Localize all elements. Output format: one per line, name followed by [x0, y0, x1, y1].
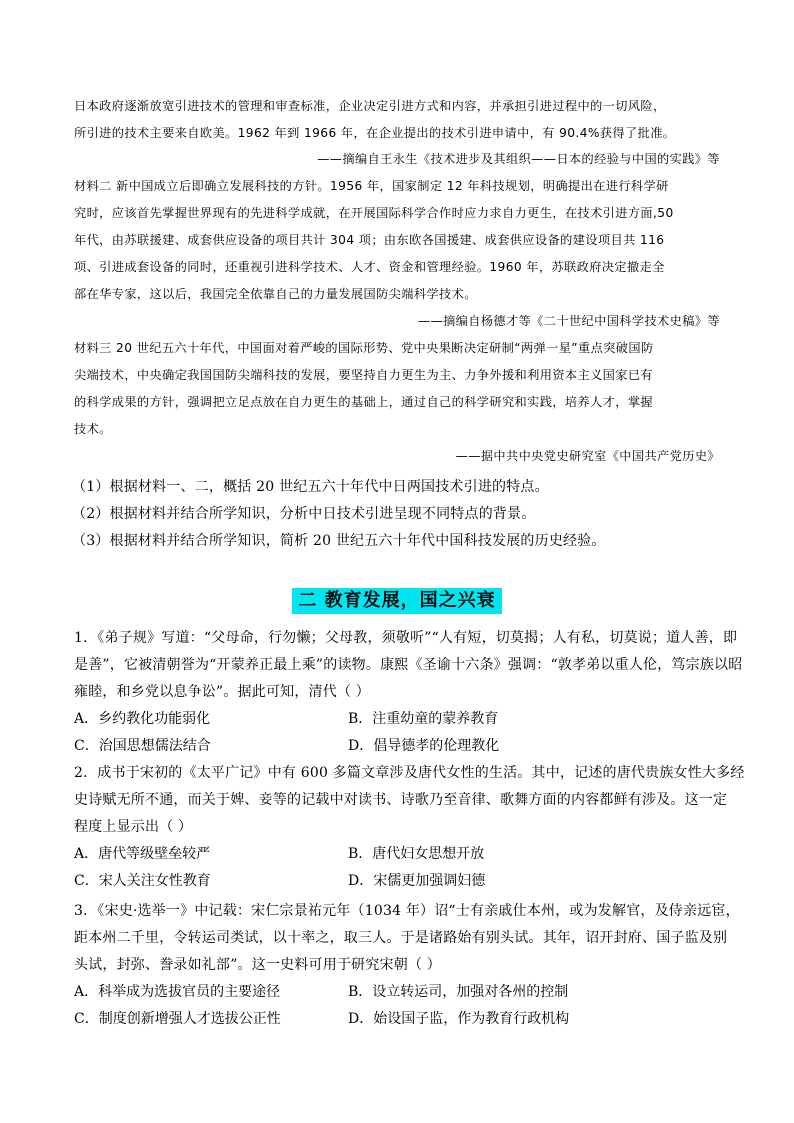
question-stem: 距本州二千里，令转运司类试，以十率之，取三人。于是诸路始有别头试。其年，诏开封府、国子监及别 — [74, 930, 728, 946]
option-d[interactable]: D．倡导德孝的伦理教化 — [348, 738, 500, 754]
question-stem: 头试，封弥、誊录如礼部”。这一史料可用于研究宋朝（ ） — [74, 957, 442, 973]
question-stem: 3．《宋史·选举一》中记载：宋仁宗景祐元年（1034 年）诏“士有亲戚仕本州，或为发解官，及侍亲远宦， — [74, 903, 740, 919]
option-b[interactable]: B．设立转运司，加强对各州的控制 — [348, 984, 569, 1000]
option-a[interactable]: A．唐代等级壁垒较严 — [74, 846, 211, 862]
material-line: 材料二 新中国成立后即确立发展科技的方针。1956 年，国家制定 12 年科技规划，明确提出在进行科学研 — [74, 179, 669, 193]
material-source: ——据中共中央党史研究室《中国共产党历史》 — [455, 449, 720, 463]
option-b[interactable]: B．注重幼童的蒙养教育 — [348, 711, 499, 727]
material-line: 究时，应该首先掌握世界现有的先进科学成就，在开展国际科学合作时应力求自力更生，在技术引进方面,50 — [74, 206, 674, 220]
material-line: 项、引进成套设备的同时，还重视引进科学技术、人才、资金和管理经验。1960 年，苏联政府决定撤走全 — [74, 260, 665, 274]
option-d[interactable]: D．始设国子监，作为教育行政机构 — [348, 1011, 570, 1027]
material-line: 尖端技术，中央确定我国国防尖端科技的发展，要坚持自力更生为主、力争外援和利用资本主义国家已有 — [74, 368, 654, 382]
material-source: ——摘编自杨德才等《二十世纪中国科学技术史稿》等 — [417, 314, 720, 328]
sub-question: （3）根据材料并结合所学知识，简析 20 世纪五六十年代中国科技发展的历史经验。 — [72, 533, 606, 549]
material-line: 部在华专家，这以后，我国完全依靠自己的力量发展国防尖端科学技术。 — [74, 287, 477, 301]
material-line: 年代，由苏联援建、成套供应设备的项目共计 304 项；由东欧各国援建、成套供应设备的建设项目共 116 — [74, 233, 665, 247]
material-source: ——摘编自王永生《技术进步及其组织——日本的经验与中国的实践》等 — [317, 152, 720, 166]
question-stem: 是善”，它被清朝誉为“开蒙养正最上乘”的读物。康熙《圣谕十六条》强调：“敦孝弟以重人伦，笃宗族以昭 — [74, 657, 743, 673]
material-line: 的科学成果的方针，强调把立足点放在自力更生的基础上，通过自己的科学研究和实践，培养人才，掌握 — [74, 395, 654, 409]
sub-question: （1）根据材料一、二，概括 20 世纪五六十年代中日两国技术引进的特点。 — [72, 479, 549, 495]
option-c[interactable]: C．宋人关注女性教育 — [74, 873, 211, 889]
question-stem: 雍睦，和乡党以息争讼”。据此可知，清代（ ） — [74, 684, 371, 700]
option-c[interactable]: C．治国思想儒法结合 — [74, 738, 211, 754]
option-a[interactable]: A．科举成为选拔官员的主要途径 — [74, 984, 281, 1000]
sub-question: （2）根据材料并结合所学知识，分析中日技术引进呈现不同特点的背景。 — [72, 506, 536, 522]
option-c[interactable]: C．制度创新增强人才选拔公正性 — [74, 1011, 281, 1027]
question-stem: 2．成书于宋初的《太平广记》中有 600 多篇文章涉及唐代女性的生活。其中，记述的唐代贵族女性大多经 — [74, 765, 745, 781]
option-b[interactable]: B．唐代妇女思想开放 — [348, 846, 485, 862]
material-line: 日本政府逐渐放宽引进技术的管理和审查标准，企业决定引进方式和内容，并承担引进过程中的一切风险， — [74, 99, 666, 113]
section-title: 二 教育发展，国之兴衰 — [292, 588, 501, 614]
material-line: 技术。 — [74, 422, 112, 436]
question-stem: 程度上显示出（ ） — [74, 819, 193, 835]
question-stem: 史诗赋无所不通，而关于婢、妾等的记载中对读书、诗歌乃至音律、歌舞方面的内容都鲜有涉及。这一定 — [74, 792, 728, 808]
material-line: 所引进的技术主要来自欧美。1962 年到 1966 年，在企业提出的技术引进申请中，有 90.4%获得了批准。 — [74, 126, 676, 140]
option-d[interactable]: D．宋儒更加强调妇德 — [348, 873, 486, 889]
material-line: 材料三 20 世纪五六十年代，中国面对着严峻的国际形势、党中央果断决定研制“两弹一星”重点突破国防 — [74, 341, 654, 355]
question-stem: 1．《弟子规》写道：“父母命，行勿懒；父母教，须敬听”“人有短，切莫揭；人有私，切莫说；道人善，即 — [74, 630, 738, 646]
option-a[interactable]: A．乡约教化功能弱化 — [74, 711, 211, 727]
